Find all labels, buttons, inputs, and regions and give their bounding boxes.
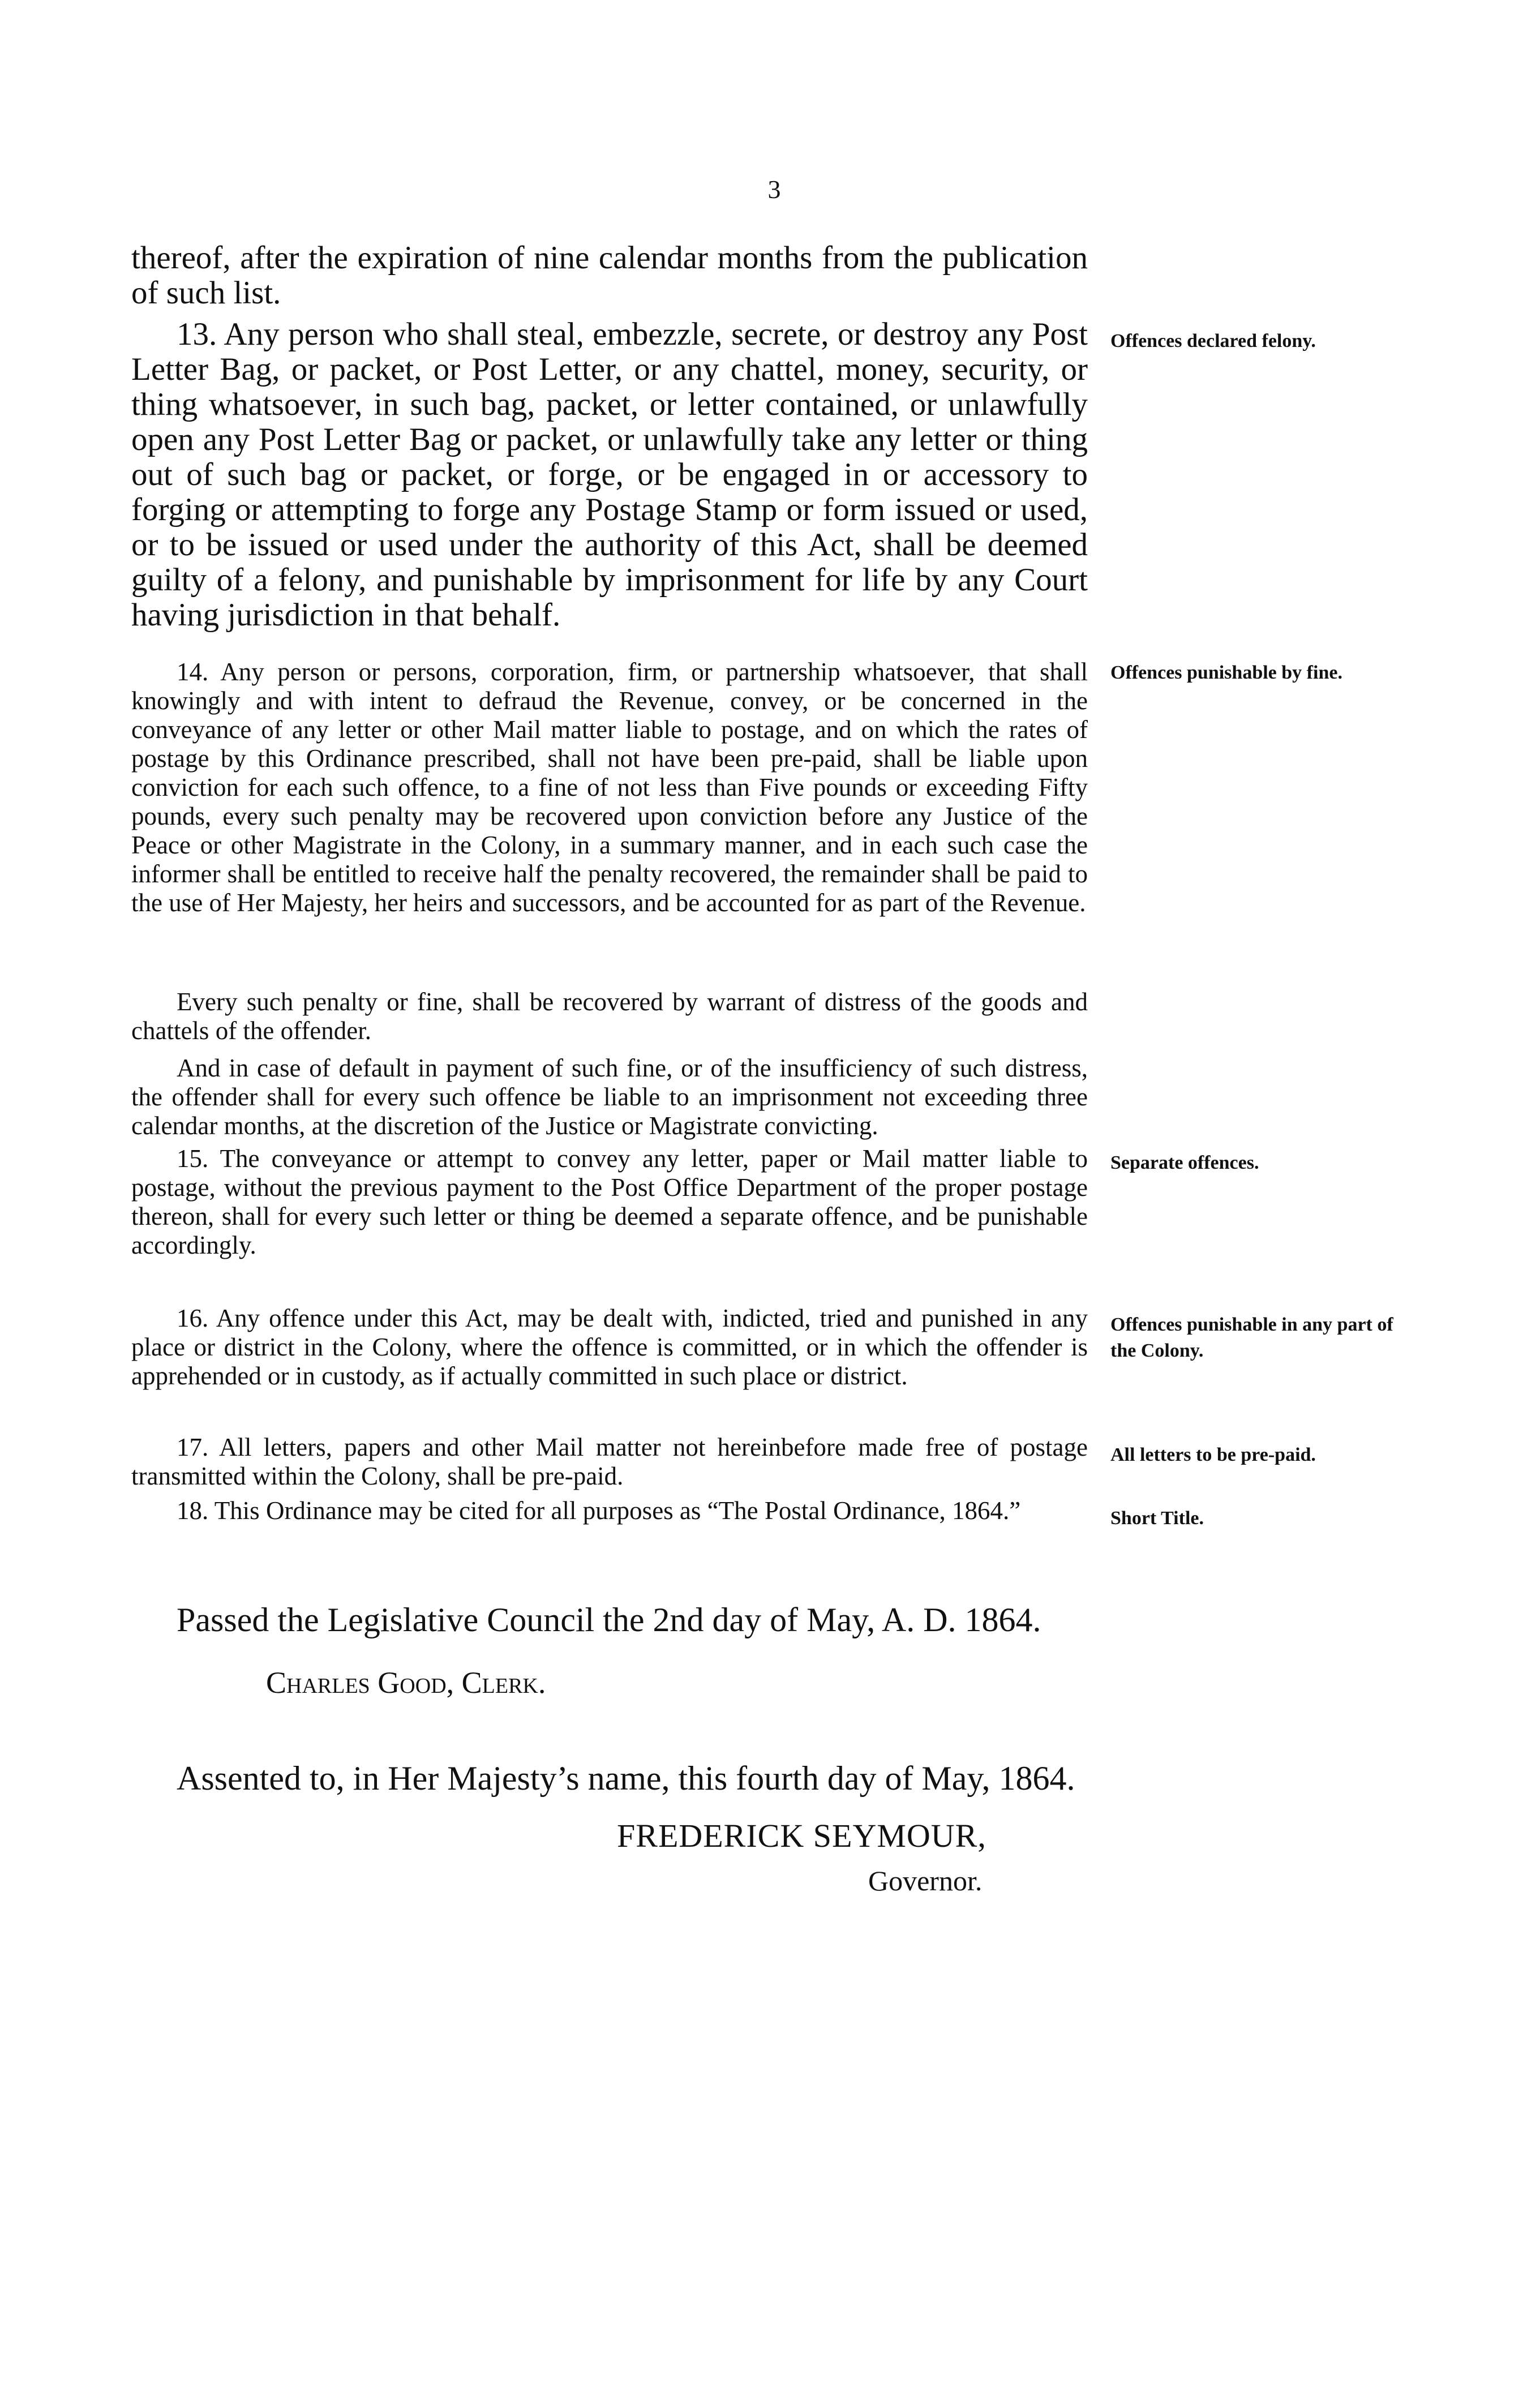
default-paragraph: And in case of default in payment of such fine, or of the insufficiency of such distress, the offender shall for every such offence be liable to an imprisonment not exceeding three calendar months, at the discretion of the Justice or Magistrate convicting.	[131, 1054, 1088, 1140]
penalty-paragraph: Every such penalty or fine, shall be recovered by warrant of distress of the goods and chattels of the offender.	[131, 988, 1088, 1045]
section-15-number: 15.	[177, 1144, 209, 1173]
section-14	[131, 658, 1088, 917]
margin-note-14: Offences punishable by fine.	[1110, 662, 1342, 683]
section-18-text: This Ordinance may be cited for all purposes as “The Postal Ordinance, 1864.”	[214, 1496, 1021, 1525]
section-15-text: The conveyance or attempt to convey any letter, paper or Mail matter liable to postage, without the previous payment to the Post Office Department of the proper postage thereon, shall for every such letter or thing be deemed a separate offence, and be punishable accordingly.	[131, 1144, 1088, 1259]
assent-statement: Assented to, in Her Majesty’s name, this fourth day of May, 1864.	[177, 1760, 1075, 1797]
clerk-signature: Charles Good, Clerk.	[266, 1666, 546, 1700]
section-14-number: 14.	[177, 658, 209, 686]
section-17-number: 17.	[177, 1433, 209, 1461]
section-17-text: All letters, papers and other Mail matter not hereinbefore made free of postage transmitted within the Colony, shall be pre-paid.	[131, 1433, 1088, 1490]
governor-title: Governor.	[868, 1865, 983, 1897]
section-17	[131, 1433, 1088, 1491]
governor-name: FREDERICK SEYMOUR,	[617, 1817, 986, 1854]
section-13	[131, 317, 1088, 633]
section-13-number: 13.	[177, 316, 217, 352]
section-16-text: Any offence under this Act, may be dealt with, indicted, tried and punished in any place or district in the Colony, where the offence is committed, or in which the offender is apprehended or in custody, as if actually committed in such place or district.	[131, 1304, 1088, 1390]
page-number: 3	[767, 175, 781, 204]
margin-note-17: All letters to be pre-paid.	[1110, 1444, 1316, 1465]
section-16-number: 16.	[177, 1304, 209, 1332]
section-14-text: Any person or persons, corporation, firm, or partnership whatsoever, that shall knowingly and with intent to defraud the Revenue, convey, or be concerned in the conveyance of any letter or other Mail matter liable to postage, and on which the rates of postage by this Ordinance prescribed, shall not have been pre-paid, shall be liable upon conviction for each such offence, to a fine of not less than Five pounds or exceeding Fifty pounds, every such penalty may be recovered upon conviction before any Justice of the Peace or other Magistrate in the Colony, in a summary manner, and in each such case the informer shall be entitled to receive half the penalty recovered, the remainder shall be paid to the use of Her Majesty, her heirs and successors, and be accounted for as part of the Revenue.	[131, 658, 1088, 917]
margin-note-15: Separate offences.	[1110, 1152, 1259, 1173]
passed-statement: Passed the Legislative Council the 2nd day of May, A. D. 1864.	[177, 1601, 1041, 1638]
continuation-paragraph: thereof, after the expiration of nine calendar months from the publication of such list.	[131, 240, 1088, 311]
section-15	[131, 1144, 1088, 1260]
section-18-number: 18.	[177, 1496, 209, 1525]
margin-note-16: Offences punishable in any part of the Colony.	[1110, 1314, 1393, 1361]
section-16	[131, 1304, 1088, 1391]
margin-note-13: Offences declared felony.	[1110, 331, 1316, 351]
margin-note-18: Short Title.	[1110, 1508, 1204, 1529]
section-13-text: Any person who shall steal, embezzle, secrete, or destroy any Post Letter Bag, or packet, or Post Letter, or any chattel, money, security, or thing whatsoever, in such bag, packet, or letter contained, or unlawfully open any Post Letter Bag or packet, or unlawfully take any letter or thing out of such bag or packet, or forge, or be engaged in or accessory to forging or attempting to forge any Postage Stamp or form issued or used, or to be issued or used under the authority of this Act, shall be deemed guilty of a felony, and punishable by imprisonment for life by any Court having jurisdiction in that behalf.	[131, 316, 1088, 633]
section-18	[131, 1496, 1088, 1525]
